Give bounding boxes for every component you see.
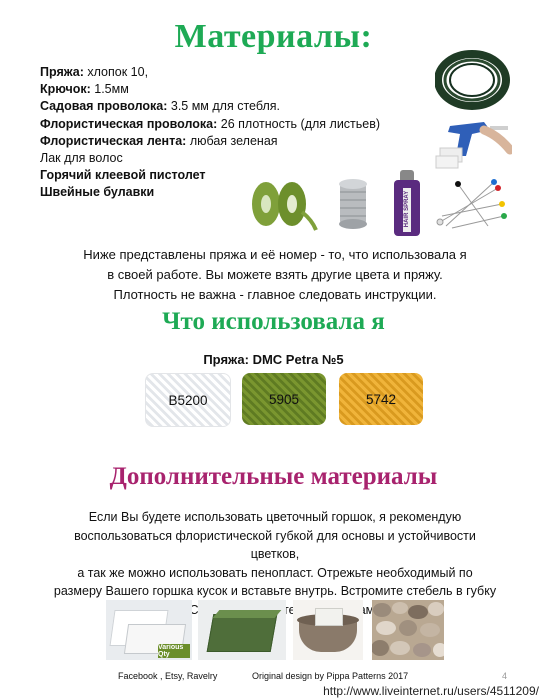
watermark-url: http://www.liveinternet.ru/users/4511209/ [323,684,539,698]
pebbles-image [372,600,444,660]
list-item: Пряжа: хлопок 10, [40,65,149,79]
intro-line: Плотность не важна - главное следовать инструкции. [113,287,437,302]
footer-social: Facebook , Etsy, Ravelry [118,671,218,681]
list-item: Лак для волос [40,151,123,166]
foam-blocks-image [106,600,192,660]
intro-paragraph [40,245,510,305]
list-item: Швейные булавки [40,185,155,200]
extra-line: воспользоваться флористической губкой для основы и устойчивости цветков, [74,528,476,561]
wire-coil-image [435,50,510,110]
yarn-swatch-5905 [242,373,326,425]
glue-gun-image [432,112,512,170]
intro-line: Ниже представлены пряжа и её номер - то, что использовала я [83,247,467,262]
yarn-swatch-b5200 [145,373,231,427]
floral-tape-image [246,172,318,234]
extra-line: Если Вы будете использовать цветочный горшок, я рекомендую [88,510,462,524]
section-title-used: Что использовала я [162,308,385,335]
footer-credit: Original design by Pippa Patterns 2017 [252,671,409,681]
extra-line: а так же можно использовать пенопласт. Отрежьте необходимый по [77,565,473,580]
pins-image [432,176,510,232]
oasis-foam-image [198,600,286,660]
foam-label: Various Qty [158,644,190,658]
wire-spool-image [330,172,378,234]
list-item: Крючок: 1.5мм [40,82,129,97]
yarn-swatch-5742 [339,373,423,425]
swatch-code: 5905 [268,391,300,407]
extra-line: размеру Вашего горшка кусок и вставьте внутрь. Встромите стебель в губку [53,584,497,598]
list-item: Горячий клеевой пистолет [40,168,206,183]
list-item: Флористическая лента: любая зеленая [40,133,278,148]
list-item: Флористическая проволока: 26 плотность (для листьев) [40,116,381,131]
yarn-caption: Пряжа: DMC Petra №5 [203,352,344,367]
section-title-extra: Дополнительные материалы [109,463,438,490]
pot-image [293,600,363,660]
swatch-code: B5200 [168,392,208,408]
list-item: Садовая проволока: 3.5 мм для стебля. [40,99,280,114]
intro-line: в своей работе. Вы можете взять другие цвета и пряжу. [107,267,443,282]
hair-spray-image [390,170,424,236]
swatch-code: 5742 [365,391,397,407]
page-title: Материалы: [174,18,373,55]
hair-spray-label: HAIR SPRAY [404,190,410,228]
page-number: 4 [502,671,508,681]
